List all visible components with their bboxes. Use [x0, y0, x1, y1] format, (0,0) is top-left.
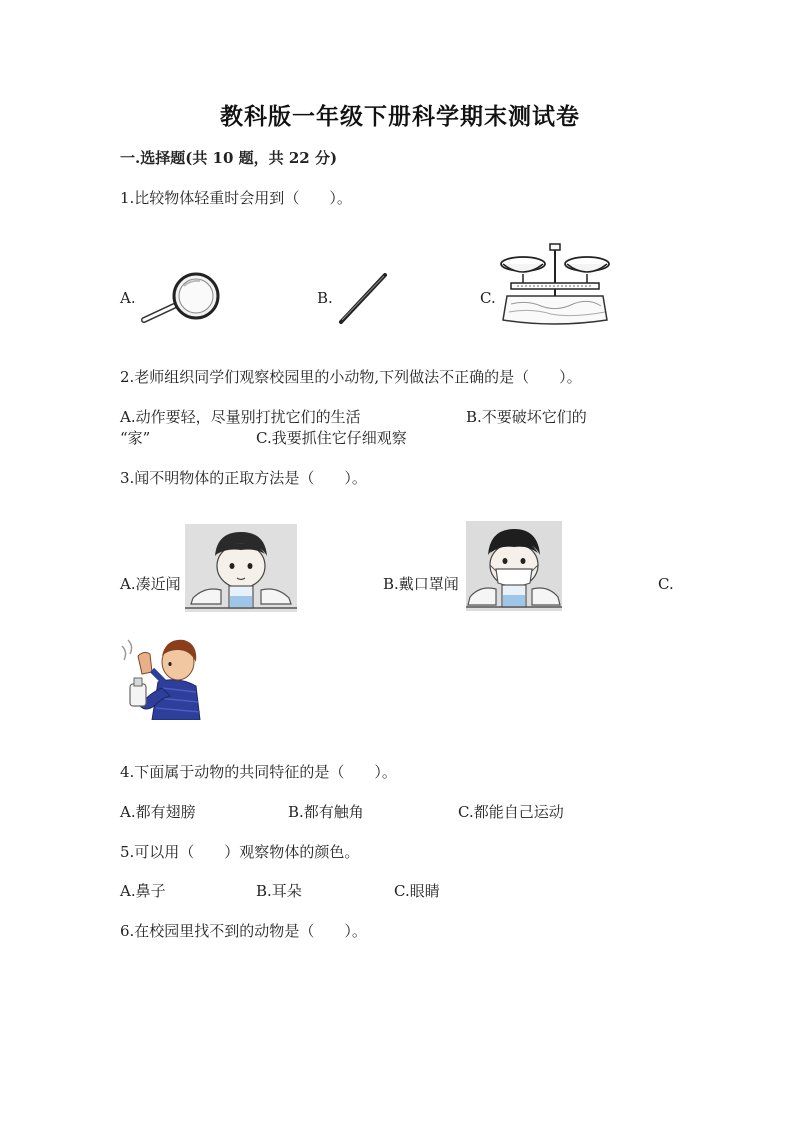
page-title: 教科版一年级下册科学期末测试卷 [220, 103, 580, 130]
boy-sniffing-close-image [185, 524, 297, 612]
question-5-stem: 5.可以用（ ）观察物体的颜色。 [120, 843, 360, 861]
question-2-stem: 2.老师组织同学们观察校园里的小动物,下列做法不正确的是（ ）。 [120, 368, 582, 386]
question-1-option-b-label: B. [317, 289, 333, 307]
question-6-stem: 6.在校园里找不到的动物是（ ）。 [120, 922, 367, 940]
question-4-option-a: A.都有翅膀 [120, 803, 196, 821]
question-5-option-a: A.鼻子 [120, 882, 166, 900]
question-4-option-c: C.都能自己运动 [458, 803, 564, 821]
question-1-option-c-label: C. [480, 289, 496, 307]
question-4-stem: 4.下面属于动物的共同特征的是（ ）。 [120, 763, 397, 781]
question-1-stem: 1.比较物体轻重时会用到（ ）。 [120, 189, 352, 207]
question-2-option-b: B.不要破坏它们的 [466, 408, 587, 426]
magnifying-glass-image [136, 272, 228, 328]
question-4-option-b: B.都有触角 [288, 803, 364, 821]
balance-scale-image [497, 240, 613, 330]
question-2-option-a: A.动作要轻，尽量别打扰它们的生活 [120, 408, 361, 426]
question-5-option-b: B.耳朵 [256, 882, 302, 900]
boy-with-mask-image [466, 521, 562, 611]
question-3-option-b-label: B.戴口罩闻 [383, 575, 459, 593]
rod-image [335, 270, 391, 328]
question-2-option-c: C.我要抓住它仔细观察 [256, 429, 407, 447]
question-2-option-b-continued: “家” [120, 429, 151, 447]
boy-wafting-smell-image [118, 632, 204, 720]
question-5-option-c: C.眼睛 [394, 882, 440, 900]
question-3-stem: 3.闻不明物体的正取方法是（ ）。 [120, 469, 367, 487]
question-3-option-c-label: C. [658, 575, 674, 593]
section-heading: 一.选择题(共 10 题，共 22 分) [120, 149, 338, 167]
question-1-option-a-label: A. [120, 289, 136, 307]
question-3-option-a-label: A.凑近闻 [120, 575, 181, 593]
